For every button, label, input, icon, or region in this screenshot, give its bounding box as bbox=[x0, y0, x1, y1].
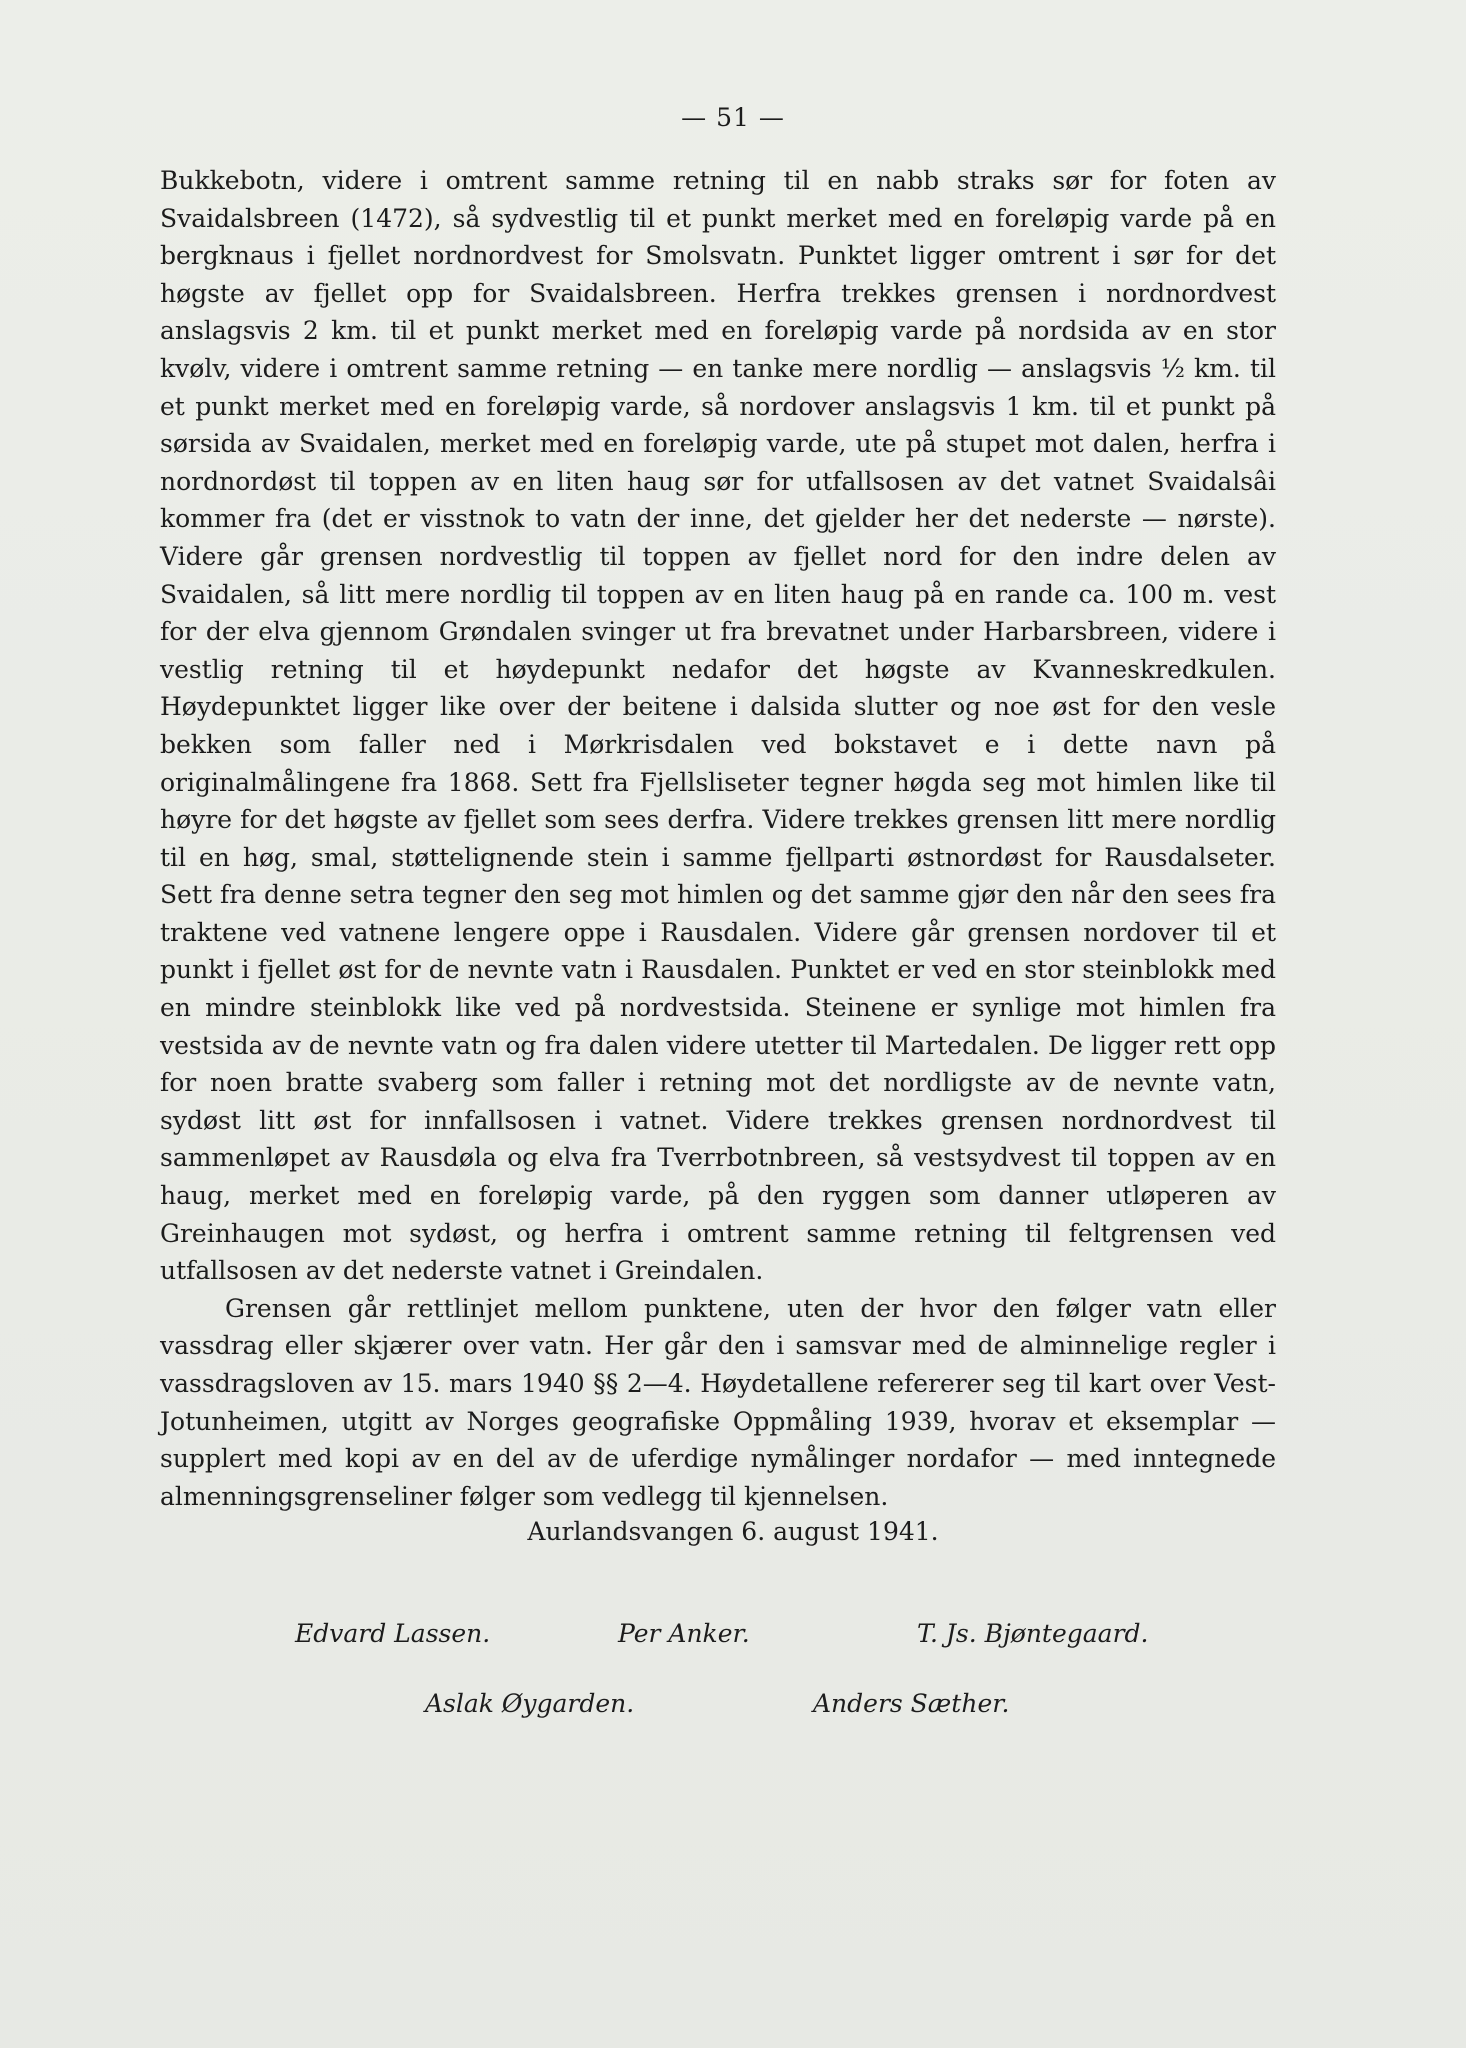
signature-bjontegaard: T. Js. Bjøntegaard. bbox=[917, 1619, 1149, 1648]
signature-aslak-oygarden: Aslak Øygarden. bbox=[425, 1689, 635, 1718]
paragraph-boundary-description: Bukkebotn, videre i omtrent samme retning til en nabb straks sør for foten av Svaidalsbreen (1472), så sydvestlig til et punkt merket med en foreløpig varde på en bergknaus i fjellet nordnordvest for Smolsvatn. Punktet ligger omtrent i sør for det høgste av fjellet opp for Svaidalsbreen. Herfra trekkes grensen i nordnordvest anslagsvis 2 km. til et punkt merket med en foreløpig varde på nordsida av en stor kvølv, videre i omtrent samme retning — en tanke mere nordlig — anslagsvis ½ km. til et punkt merket med en foreløpig varde, så nordover anslagsvis 1 km. til et punkt på sørsida av Svaidalen, merket med en foreløpig varde, ute på stupet mot dalen, herfra i nordnordøst til toppen av en liten haug sør for utfallsosen av det vatnet Svaidalsâi kommer fra (det er visstnok to vatn der inne, det gjelder her det nederste — nørste). Videre går grensen nordvestlig til toppen av fjellet nord for den indre delen av Svaidalen, så litt mere nordlig til toppen av en liten haug på en rande ca. 100 m. vest for der elva gjennom Grøndalen svinger ut fra brevatnet under Harbarsbreen, videre i vestlig retning til et høydepunkt nedafor det høgste av Kvanneskredkulen. Høydepunktet ligger like over der beitene i dalsida slutter og noe øst for den vesle bekken som faller ned i Mørkrisdalen ved bokstavet e i dette navn på originalmålingene fra 1868. Sett fra Fjellsliseter tegner høgda seg mot himlen like til høyre for det høgste av fjellet som sees derfra. Videre trekkes grensen litt mere nordlig til en høg, smal, støttelignende stein i samme fjellparti østnordøst for Rausdalseter. Sett fra denne setra tegner den seg mot himlen og det samme gjør den når den sees fra traktene ved vatnene lengere oppe i Rausdalen. Videre går grensen nordover til et punkt i fjellet øst for de nevnte vatn i Rausdalen. Punktet er ved en stor steinblokk med en mindre steinblokk like ved på nordvestsida. Steinene er synlige mot himlen fra vestsida av de nevnte vatn og fra dalen videre utetter til Martedalen. De ligger rett opp for noen bratte svaberg som faller i retning mot det nordligste av de nevnte vatn, sydøst litt øst for innfallsosen i vatnet. Videre trekkes grensen nordnordvest til sammenløpet av Rausdøla og elva fra Tverrbotnbreen, så vestsydvest til toppen av en haug, merket med en foreløpig varde, på den ryggen som danner utløperen av Greinhaugen mot sydøst, og herfra i omtrent samme retning til feltgrensen ved utfallsosen av det nederste vatnet i Greindalen. bbox=[160, 166, 1276, 1286]
page-number: — 51 — bbox=[681, 103, 785, 132]
signature-anders-saether: Anders Sæther. bbox=[813, 1689, 1010, 1718]
body-text bbox=[160, 162, 1276, 1515]
dateline: Aurlandsvangen 6. august 1941. bbox=[527, 1517, 939, 1546]
paragraph-boundary-rules: Grensen går rettlinjet mellom punktene, uten der hvor den følger vatn eller vassdrag eller skjærer over vatn. Her går den i samsvar med de alminnelige regler i vassdragsloven av 15. mars 1940 §§ 2—4. Høydetallene refererer seg til kart over Vest-Jotunheimen, utgitt av Norges geografiske Oppmåling 1939, hvorav et eksemplar — supplert med kopi av en del av de uferdige nymålinger nordafor — med inntegnede almenningsgrenseliner følger som vedlegg til kjennelsen. bbox=[160, 1293, 1276, 1511]
signature-edvard-lassen: Edvard Lassen. bbox=[295, 1619, 491, 1648]
signature-per-anker: Per Anker. bbox=[618, 1619, 750, 1648]
